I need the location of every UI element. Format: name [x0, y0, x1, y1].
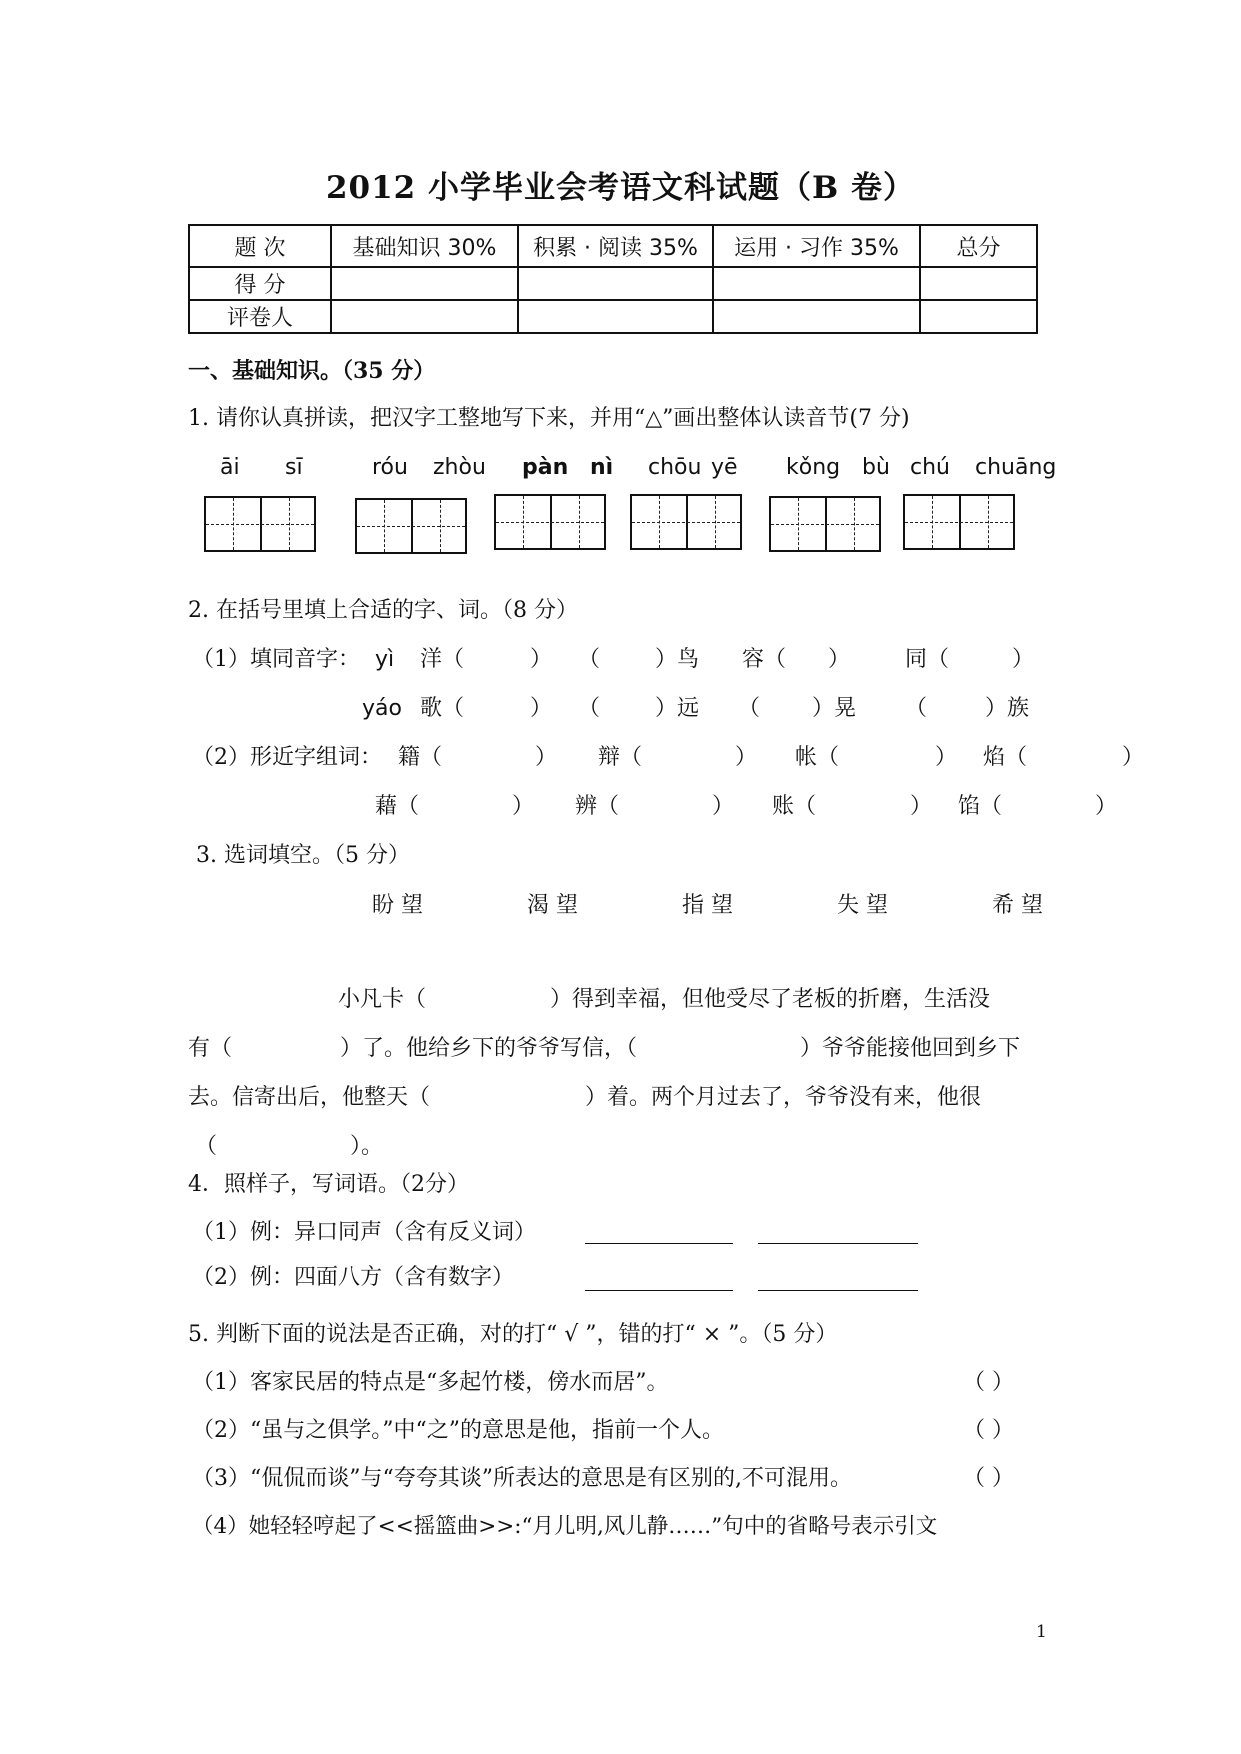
passage-text: （ — [195, 1134, 218, 1159]
grader-cell[interactable] — [713, 300, 920, 333]
fill-text: ） — [935, 745, 958, 770]
grader-cell[interactable] — [518, 300, 713, 333]
pinyin: chú — [910, 455, 950, 480]
grader-cell[interactable] — [331, 300, 518, 333]
judgement-item: （4）她轻轻哼起了<<摇篮曲>>:“月儿明,风儿静……”句中的省略号表示引文 — [192, 1514, 938, 1539]
passage-text: 有（ — [188, 1036, 233, 1061]
pinyin: āi — [220, 455, 240, 480]
pinyin: zhòu — [433, 455, 486, 480]
passage-text: 去。信寄出后，他整天（ — [188, 1085, 431, 1110]
fill-text: ） — [910, 794, 933, 819]
answer-blank[interactable] — [585, 1290, 733, 1291]
grader-cell[interactable] — [920, 300, 1037, 333]
judgement-item: （1）客家民居的特点是“多起竹楼，傍水而居”。 — [192, 1370, 669, 1395]
pinyin: sī — [285, 455, 303, 480]
score-table-header-row — [189, 225, 1037, 267]
header-cell: 积累 · 阅读 35% — [518, 225, 713, 267]
row-label: 评卷人 — [189, 300, 331, 333]
score-cell[interactable] — [518, 267, 713, 300]
fill-text: 籍（ — [398, 745, 443, 770]
passage-text: ）得到幸福，但他受尽了老板的折磨，生活没 — [550, 987, 991, 1012]
pinyin: kǒng — [786, 455, 841, 480]
writing-grid[interactable] — [204, 496, 316, 552]
fill-text: 容（ — [742, 647, 787, 672]
fill-text: 藉（ — [375, 794, 420, 819]
pinyin: bù — [862, 455, 890, 480]
judgement-item: （3）“侃侃而谈”与“夸夸其谈”所表达的意思是有区别的,不可混用。 — [192, 1466, 852, 1491]
passage-text: ）了。他给乡下的爷爷写信，（ — [340, 1036, 638, 1061]
fill-text: 帐（ — [795, 745, 840, 770]
fill-text: ） — [1095, 794, 1118, 819]
fill-text: ）晃 — [812, 696, 857, 721]
answer-blank[interactable] — [758, 1290, 918, 1291]
answer-blank[interactable] — [758, 1243, 918, 1244]
score-cell[interactable] — [713, 267, 920, 300]
passage-text: ）。 — [350, 1134, 384, 1159]
judgement-paren[interactable]: （ ） — [963, 1418, 1014, 1443]
word-option: 盼 望 — [372, 893, 423, 918]
example-line: （1）例：异口同声（含有反义词） — [192, 1220, 536, 1245]
fill-text: 焰（ — [983, 745, 1028, 770]
fill-text: 账（ — [772, 794, 817, 819]
pinyin: chuāng — [975, 455, 1057, 480]
judgement-item: （2）“虽与之俱学。”中“之”的意思是他，指前一个人。 — [192, 1418, 724, 1443]
header-cell: 运用 · 习作 35% — [713, 225, 920, 267]
passage-text: ）爷爷能接他回到乡下 — [800, 1036, 1021, 1061]
judgement-paren[interactable]: （ ） — [963, 1370, 1014, 1395]
question-4-prompt: 4．照样子，写词语。（2分） — [188, 1172, 469, 1197]
writing-grid[interactable] — [769, 496, 881, 552]
fill-text: 歌（ — [420, 696, 465, 721]
fill-text: ） — [530, 647, 553, 672]
answer-blank[interactable] — [585, 1243, 733, 1244]
row-label: 得 分 — [189, 267, 331, 300]
score-table — [188, 224, 1038, 334]
score-cell[interactable] — [331, 267, 518, 300]
fill-text: （ — [578, 647, 601, 672]
header-cell: 总分 — [920, 225, 1037, 267]
fill-text: 馅（ — [958, 794, 1003, 819]
example-line: （2）例：四面八方（含有数字） — [192, 1265, 514, 1290]
section-heading: 一、基础知识。（35 分） — [188, 358, 436, 384]
fill-text: 辨（ — [575, 794, 620, 819]
fill-text: ）鸟 — [655, 647, 700, 672]
pinyin: róu — [372, 455, 408, 480]
sub-label: （2）形近字组词： — [192, 745, 382, 770]
question-1-prompt: 1. 请你认真拼读，把汉字工整地写下来，并用“△”画出整体认读音节(7 分) — [188, 406, 910, 431]
fill-text: ） — [512, 794, 535, 819]
fill-text: ） — [828, 647, 851, 672]
fill-text: ） — [1012, 647, 1035, 672]
passage-text: ）着。两个月过去了，爷爷没有来，他很 — [585, 1085, 982, 1110]
fill-text: ）族 — [985, 696, 1030, 721]
writing-grid[interactable] — [903, 494, 1015, 550]
page-number: 1 — [1036, 1622, 1047, 1642]
question-2-prompt: 2. 在括号里填上合适的字、词。（8 分） — [188, 598, 578, 623]
pinyin: yáo — [362, 696, 402, 721]
word-option: 指 望 — [682, 893, 733, 918]
fill-text: 洋（ — [420, 647, 465, 672]
score-cell[interactable] — [920, 267, 1037, 300]
header-cell: 题 次 — [189, 225, 331, 267]
word-option: 失 望 — [837, 893, 888, 918]
question-3-prompt: 3. 选词填空。（5 分） — [196, 843, 410, 868]
fill-text: ） — [735, 745, 758, 770]
passage-text: 小凡卡（ — [338, 987, 427, 1012]
fill-text: ） — [712, 794, 735, 819]
pinyin: yì — [375, 647, 395, 672]
pinyin: nì — [590, 455, 614, 480]
question-5-prompt: 5. 判断下面的说法是否正确，对的打“ √ ”，错的打“ × ”。（5 分） — [188, 1322, 838, 1347]
fill-text: ） — [535, 745, 558, 770]
sub-label: （1）填同音字： — [192, 647, 360, 672]
score-row — [189, 267, 1037, 300]
fill-text: ）远 — [655, 696, 700, 721]
grader-row — [189, 300, 1037, 333]
writing-grid[interactable] — [355, 498, 467, 554]
pinyin: pàn — [522, 455, 569, 480]
pinyin: chōu — [648, 455, 702, 480]
fill-text: （ — [905, 696, 928, 721]
fill-text: （ — [738, 696, 761, 721]
fill-text: 同（ — [905, 647, 950, 672]
page-title: 2012 小学毕业会考语文科试题（B 卷） — [325, 170, 916, 206]
pinyin: yē — [711, 455, 738, 480]
header-cell: 基础知识 30% — [331, 225, 518, 267]
fill-text: 辩（ — [598, 745, 643, 770]
fill-text: （ — [578, 696, 601, 721]
fill-text: ） — [530, 696, 553, 721]
word-option: 渴 望 — [527, 893, 578, 918]
word-option: 希 望 — [992, 893, 1043, 918]
fill-text: ） — [1122, 745, 1145, 770]
judgement-paren[interactable]: （ ） — [963, 1466, 1014, 1491]
writing-grid[interactable] — [494, 494, 606, 550]
writing-grid[interactable] — [630, 494, 742, 550]
